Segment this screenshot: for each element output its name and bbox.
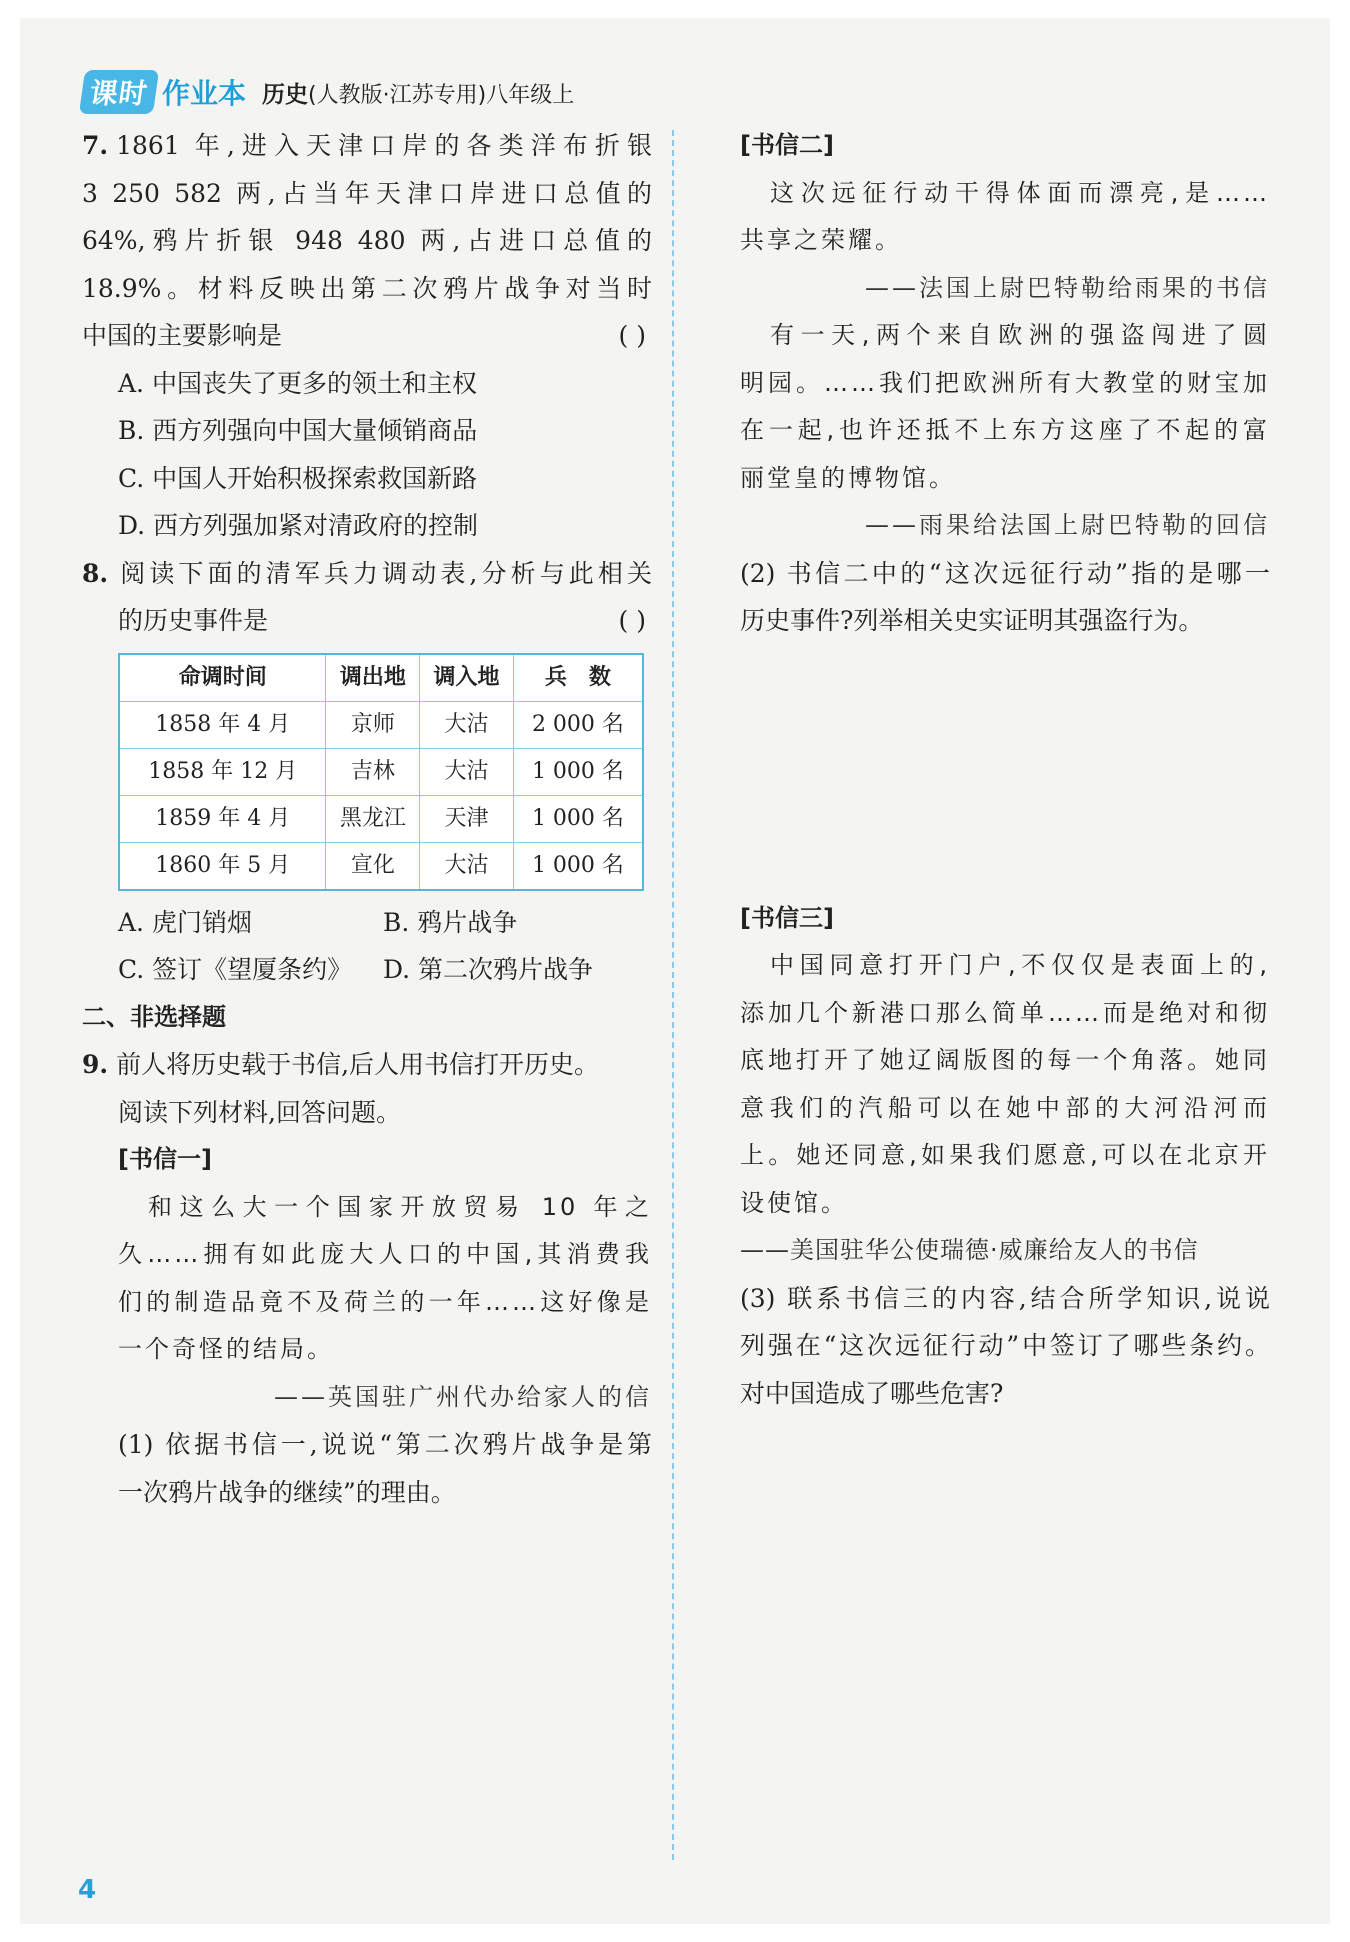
table-row [119,842,643,890]
letter-3-line: 添加几个新港口那么简单……而是绝对和彻 [740,998,1270,1027]
q8-number: 8. [82,558,109,588]
letter-2-source: ——雨果给法国上尉巴特勒的回信 [865,511,1270,539]
letter-1-source: ——英国驻广州代办给家人的信 [274,1382,652,1411]
sub-question-2: (2) 书信二中的“这次远征行动”指的是哪一 [740,558,1270,588]
option-c[interactable]: C. 签订《望厦条约》 [118,955,353,984]
q8-options-row [82,899,652,947]
q7-line: 3 250 582 两,占当年天津口岸进口总值的 [82,178,652,208]
letter-3-title: [书信三] [740,903,834,932]
letter-2-source: ——法国上尉巴特勒给雨果的书信 [865,273,1270,302]
answer-bracket[interactable]: ( ) [618,321,646,350]
letter-1-line: 们的制造品竟不及荷兰的一年……这好像是 [118,1287,652,1316]
letter-1-line: 一个奇怪的结局。 [118,1335,334,1363]
table-cell: 大沽 [420,701,514,748]
table-header: 命调时间 [119,654,326,702]
table-cell: 1858 年 4 月 [119,701,326,748]
sub-question-3: 列强在“这次远征行动”中签订了哪些条约。 [740,1331,1270,1360]
table-cell: 2 000 名 [513,701,643,748]
q7-line: 中国的主要影响是 ( ) [82,312,652,360]
table-cell: 1858 年 12 月 [119,748,326,795]
q8-line: 的历史事件是 ( ) [82,597,652,645]
letter-3-line: 意我们的汽船可以在她中部的大河沿河而 [740,1093,1270,1122]
table-cell: 1 000 名 [513,842,643,890]
table-row [119,795,643,842]
column-divider [672,130,674,1860]
option-d[interactable]: D. 西方列强加紧对清政府的控制 [118,511,479,540]
q9-line: 阅读下列材料,回答问题。 [118,1097,401,1127]
question-7 [82,122,652,550]
troop-table [118,653,644,891]
letter-3-line: 中国同意打开门户,不仅仅是表面上的, [770,951,1270,979]
subject-name: 历史 [262,81,309,108]
table-cell: 1 000 名 [513,748,643,795]
table-row [119,701,643,748]
option-b[interactable]: B. 西方列强向中国大量倾销商品 [118,416,478,445]
q7-line: 18.9%。材料反映出第二次鸦片战争对当时 [82,273,652,303]
answer-bracket[interactable]: ( ) [618,606,646,635]
sub-question-3: 对中国造成了哪些危害? [740,1378,1004,1408]
q8-line: 8. 阅读下面的清军兵力调动表,分析与此相关 [82,558,652,588]
question-9 [82,1041,652,1516]
table-cell: 大沽 [420,842,514,890]
q7-line: 64%,鸦片折银 948 480 两,占进口总值的 [82,226,652,255]
q9-line: 9. 前人将历史载于书信,后人用书信打开历史。 [82,1050,600,1079]
letter-3-line: 设使馆。 [740,1188,848,1217]
letter-2-line: 共享之荣耀。 [740,226,902,254]
table-header: 调入地 [420,654,514,702]
answer-space[interactable] [740,645,1270,895]
table-header: 调出地 [326,654,420,702]
sub-question-2: 历史事件?列举相关史实证明其强盗行为。 [740,606,1204,635]
section-heading: 二、非选择题 [82,1002,226,1031]
table-cell: 1859 年 4 月 [119,795,326,842]
letter-2-line: 在一起,也许还抵不上东方这座了不起的富 [740,416,1270,444]
option-d[interactable]: D. 第二次鸦片战争 [383,955,594,984]
letter-2-line: 丽堂皇的博物馆。 [740,463,956,492]
letter-3 [740,895,1270,1418]
letter-1-line: 和这么大一个国家开放贸易 10 年之 [148,1192,652,1221]
brand-logo: 课时 [79,70,159,114]
q9-number: 9. [82,1050,109,1079]
letter-1-title: [书信一] [118,1145,212,1173]
letter-2 [740,122,1270,645]
table-cell: 宣化 [326,842,420,890]
left-column [82,122,652,1516]
table-cell: 黑龙江 [326,795,420,842]
edition-label: (人教版·江苏专用)八年级上 [308,82,575,108]
q7-line: 7. 1861 年,进入天津口岸的各类洋布折银 [82,131,652,160]
letter-3-line: 底地打开了她辽阔版图的每一个角落。她同 [740,1046,1270,1074]
table-header: 兵 数 [513,654,643,702]
brand-title: 作业本 [162,77,247,110]
letter-2-line: 这次远征行动干得体面而漂亮,是…… [770,178,1270,207]
q7-number: 7. [82,131,109,160]
letter-3-source: ——美国驻华公使瑞德·威廉给友人的书信 [740,1236,1199,1264]
letter-2-title: [书信二] [740,131,834,159]
question-8 [82,550,652,994]
letter-1-line: 久……拥有如此庞大人口的中国,其消费我 [118,1240,652,1268]
right-column [740,122,1270,1417]
letter-3-line: 上。她还同意,如果我们愿意,可以在北京开 [740,1141,1270,1169]
sub-question-1: (1) 依据书信一,说说“第二次鸦片战争是第 [118,1430,652,1459]
sub-question-3: (3) 联系书信三的内容,结合所学知识,说说 [740,1283,1270,1313]
option-a[interactable]: A. 中国丧失了更多的领土和主权 [118,368,477,398]
sub-question-1: 一次鸦片战争的继续”的理由。 [118,1477,456,1507]
option-c[interactable]: C. 中国人开始积极探索救国新路 [118,463,478,493]
page-header [82,70,574,114]
option-a[interactable]: A. 虎门销烟 [118,907,252,937]
letter-2-line: 明园。……我们把欧洲所有大教堂的财宝加 [740,368,1270,397]
page-number: 4 [78,1875,97,1905]
letter-1 [82,1136,652,1516]
table-cell: 天津 [420,795,514,842]
table-cell: 1 000 名 [513,795,643,842]
option-b[interactable]: B. 鸦片战争 [383,907,518,937]
table-cell: 大沽 [420,748,514,795]
q8-options-row [82,946,652,994]
table-row [119,748,643,795]
subject-label [262,76,574,109]
table-cell: 京师 [326,701,420,748]
table-cell: 1860 年 5 月 [119,842,326,890]
table-cell: 吉林 [326,748,420,795]
letter-2-line: 有一天,两个来自欧洲的强盗闯进了圆 [770,321,1270,349]
table-header-row [119,654,643,702]
